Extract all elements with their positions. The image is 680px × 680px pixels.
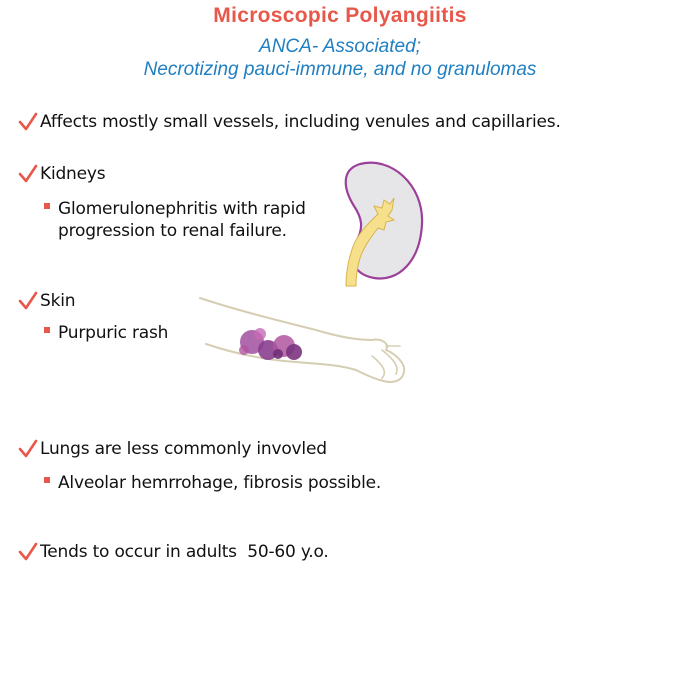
- bullet-text: Lungs are less commonly invovled: [40, 439, 327, 459]
- bullet-small-vessels: [18, 112, 561, 132]
- bullet-text: Kidneys: [40, 164, 106, 184]
- bullet-text: Tends to occur in adults 50-60 y.o.: [40, 542, 329, 562]
- subitem-text: Purpuric rash: [58, 323, 169, 343]
- subitem-text-continued: progression to renal failure.: [58, 221, 287, 241]
- bullet-text: Affects mostly small vessels, including venules and capillaries.: [40, 112, 561, 132]
- subitem-kidneys: [44, 198, 306, 242]
- subitem-text: Alveolar hemrrohage, fibrosis possible.: [58, 473, 382, 493]
- checkmark-icon: [18, 112, 38, 132]
- square-bullet-icon: [44, 327, 50, 333]
- checkmark-icon: [18, 291, 38, 311]
- arm-with-rash-illustration: [196, 294, 412, 394]
- checkmark-icon: [18, 164, 38, 184]
- checkmark-icon: [18, 439, 38, 459]
- bullet-skin: [18, 291, 75, 311]
- square-bullet-icon: [44, 203, 50, 209]
- bullet-age: [18, 542, 329, 562]
- square-bullet-icon: [44, 477, 50, 483]
- bullet-text: Skin: [40, 291, 76, 311]
- subitem-skin: [44, 322, 168, 344]
- checkmark-icon: [18, 542, 38, 562]
- subitem-lungs: [44, 472, 381, 494]
- kidney-illustration: [332, 158, 428, 290]
- page-title: Microscopic Polyangiitis: [213, 4, 467, 27]
- bullet-lungs: [18, 439, 327, 459]
- subitem-text: Glomerulonephritis with rapid: [58, 199, 306, 219]
- subtitle-line-1: ANCA- Associated;: [259, 36, 421, 57]
- bullet-kidneys: [18, 164, 105, 184]
- subtitle-line-2: Necrotizing pauci-immune, and no granulomas: [143, 59, 537, 80]
